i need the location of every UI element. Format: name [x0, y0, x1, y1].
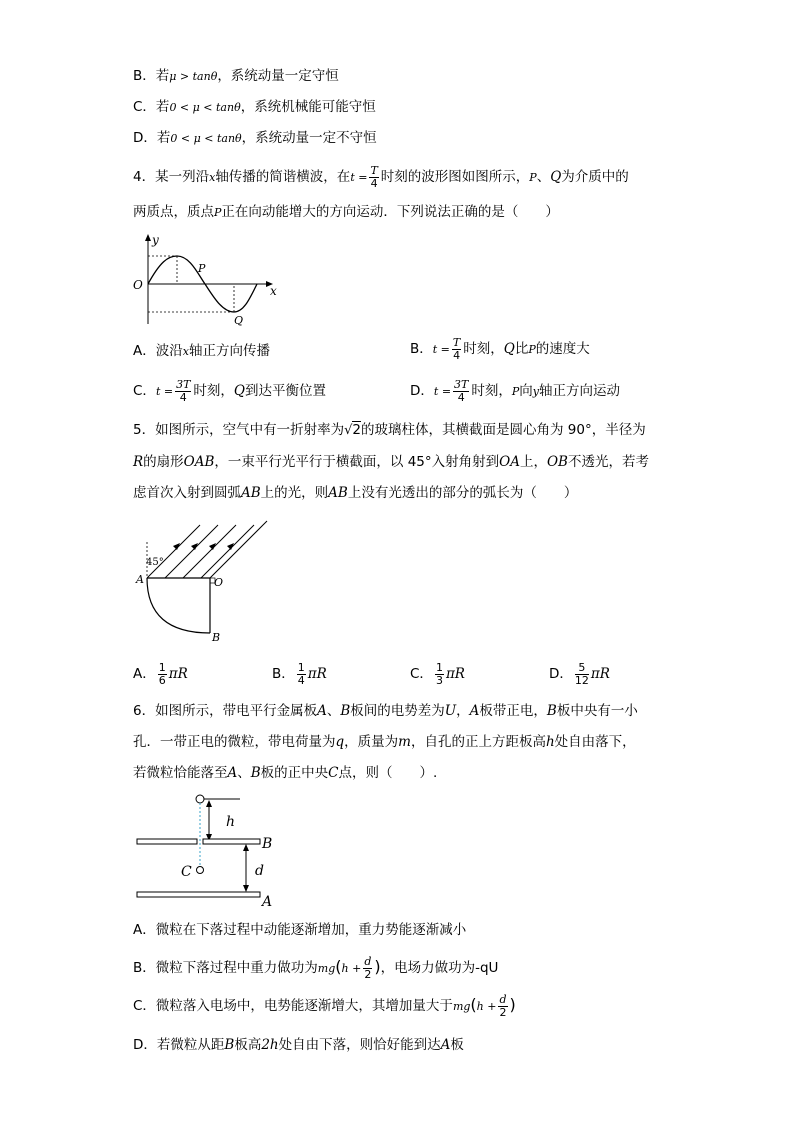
q5-optics-figure	[130, 520, 290, 645]
svg-text:C: C	[181, 864, 192, 880]
q6-plates-figure	[130, 792, 290, 910]
svg-text:O: O	[214, 576, 224, 589]
q6-option-c: C．微粒落入电场中，电势能逐渐增大，其增加量大于mg(h + $\frac{d}{2}$ )	[133, 992, 516, 1019]
svg-text:A: A	[262, 894, 273, 910]
y-axis-arrow	[145, 234, 151, 241]
q4-wave-figure	[130, 228, 290, 328]
plate-B-left	[137, 839, 197, 844]
q4-option-d: D．t = $\frac{3T}{4}$ 时刻，P向y轴正方向运动	[410, 377, 621, 404]
q6-option-b: B．微粒下落过程中重力做功为mg(h + $\frac{d}{2}$ )，电场力做功为-qU	[133, 954, 499, 981]
svg-text:h: h	[226, 814, 236, 830]
q3-option-c: C．若0 < μ < tanθ，系统机械能可能守恒	[133, 99, 376, 115]
q3-option-b: B．若μ > tanθ，系统动量一定守恒	[133, 68, 339, 84]
plate-B-right	[203, 839, 260, 844]
q6-stem-line3: 若微粒恰能落至A、B板的正中央C点，则（ ）.	[133, 765, 438, 781]
q6-option-a: A．微粒在下落过程中动能逐渐增加，重力势能逐渐减小	[133, 922, 467, 938]
q4-stem-line2: 两质点，质点P正在向动能增大的方向运动．下列说法正确的是（ ）	[133, 204, 559, 220]
label-x: x	[270, 284, 277, 298]
q6-stem-line1: 6．如图所示，带电平行金属板A、B板间的电势差为U，A板带正电，B板中央有一小	[133, 703, 638, 719]
q5-option-b: B． $\frac{1}{4}$ πR	[272, 660, 327, 687]
label-origin: O	[133, 278, 143, 292]
q6-option-d: D．若微粒从距B板高2h处自由下落，则恰好能到达A板	[133, 1037, 464, 1053]
svg-text:d: d	[255, 863, 264, 879]
q4-option-b: B．t = $\frac{T}{4}$ 时刻，Q比P的速度大	[410, 335, 590, 362]
q5-stem-line1: 5．如图所示，空气中有一折射率为√2的玻璃柱体，其横截面是圆心角为 90°，半径为	[133, 422, 646, 438]
svg-text:A: A	[136, 573, 144, 586]
q4-stem-line1: 4．某一列沿x轴传播的简谐横波，在t = $\frac{T}{4}$ 时刻的波形图如图所示，P、Q为介质中的	[133, 163, 629, 190]
q5-option-c: C． $\frac{1}{3}$ πR	[410, 660, 465, 687]
plate-A	[137, 892, 260, 897]
label-y: y	[152, 233, 159, 247]
q5-option-d: D． $\frac{5}{12}$ πR	[549, 660, 610, 687]
q4-option-c: C．t = $\frac{3T}{4}$ 时刻，Q到达平衡位置	[133, 377, 326, 404]
label-Q: Q	[234, 314, 244, 327]
svg-text:B: B	[212, 631, 221, 644]
q3-option-d: D．若0 < μ < tanθ，系统动量一定不守恒	[133, 130, 377, 146]
q5-option-a: A． $\frac{1}{6}$ πR	[133, 660, 188, 687]
svg-text:B: B	[262, 836, 273, 852]
particle-start	[196, 795, 204, 803]
arc-AB	[147, 578, 210, 633]
label-P: P	[198, 262, 206, 275]
q6-stem-line2: 孔．一带正电的微粒，带电荷量为q，质量为m，自孔的正上方距板高h处自由落下，	[133, 734, 636, 750]
ray	[210, 521, 267, 578]
q4-option-a: A．波沿x轴正方向传播	[133, 343, 270, 359]
point-C	[197, 867, 204, 874]
svg-text:45°: 45°	[146, 557, 164, 568]
q5-stem-line2: R的扇形OAB，一束平行光平行于横截面，以 45°入射角射到OA上，OB不透光，若考	[133, 454, 649, 470]
q5-stem-line3: 虑首次入射到圆弧AB上的光，则AB上没有光透出的部分的弧长为（ ）	[133, 485, 578, 501]
